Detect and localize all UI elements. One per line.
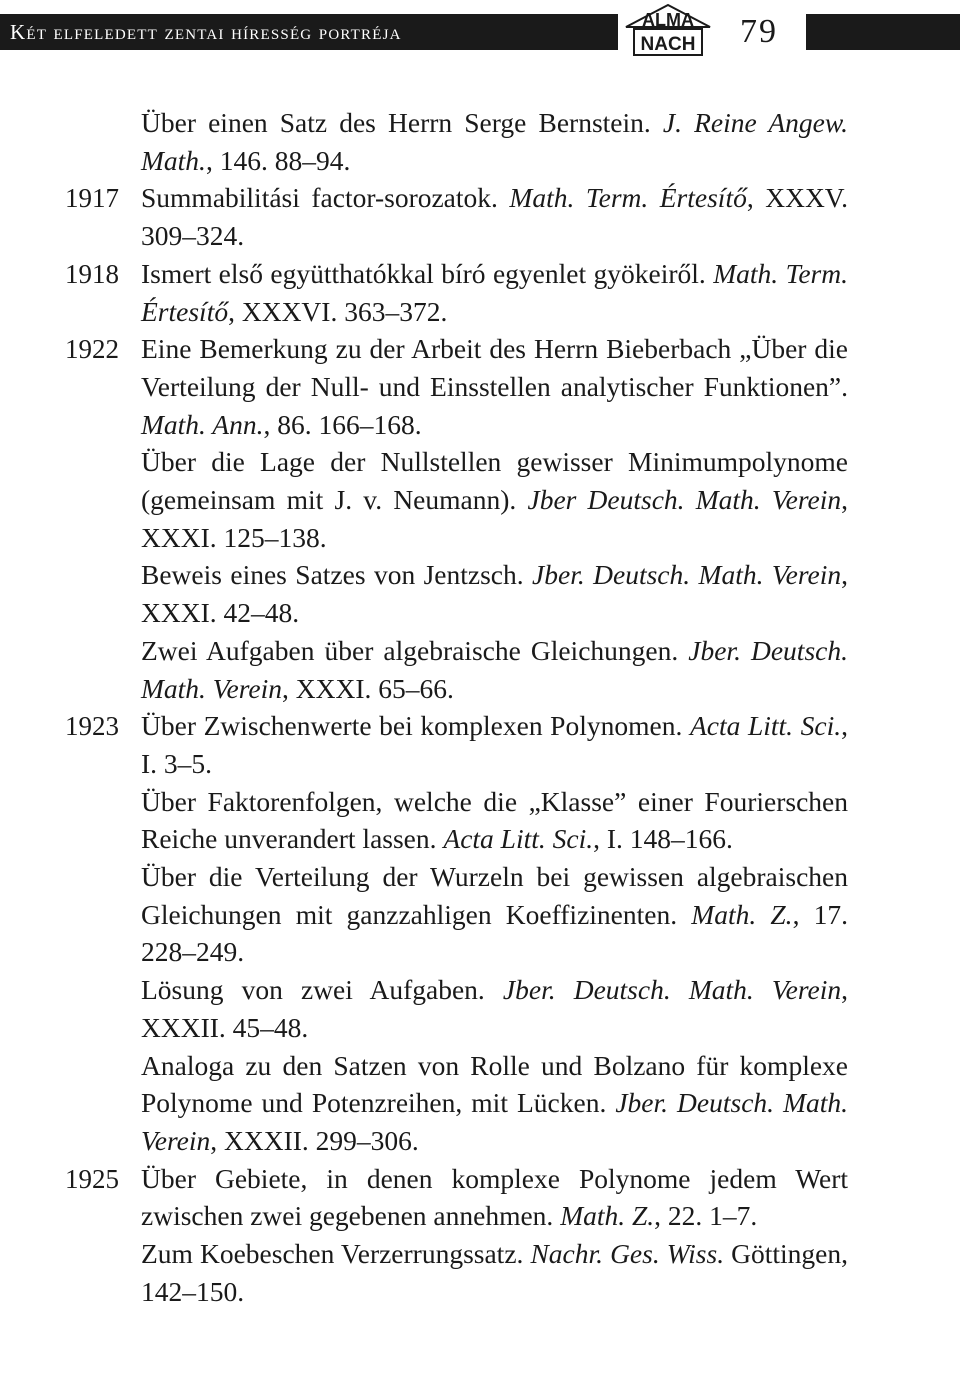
entry-text — [141, 858, 848, 971]
entry-journal: Math. Ann. — [141, 408, 264, 440]
entry-title: Über Faktorenfolgen, welche die „Klasse” einer Fourierschen Reiche unverandert lassen. — [141, 785, 848, 855]
entry-reference: Göttingen, 142–150. — [141, 1238, 848, 1307]
bibliography-entry — [0, 707, 960, 782]
bibliography-entry — [0, 1235, 960, 1310]
entry-reference: , XXXII. 299–306. — [210, 1124, 419, 1156]
entry-title: Summabilitási factor-sorozatok. — [141, 182, 510, 214]
entry-journal: Acta Litt. Sci. — [689, 710, 842, 742]
entry-reference: , XXXV. 309–324. — [141, 182, 848, 252]
entry-reference: , 22. 1–7. — [654, 1200, 758, 1232]
entry-journal: Jber. Deutsch. Math. Verein — [502, 974, 842, 1006]
entry-year: 1922 — [65, 334, 119, 365]
running-header — [0, 0, 960, 70]
bibliography-entry — [0, 971, 960, 1046]
entry-text — [141, 179, 848, 254]
entry-reference: , I. 3–5. — [141, 710, 848, 779]
entry-text — [141, 255, 848, 330]
bibliography-entry — [0, 1160, 960, 1235]
entry-journal: J. Reine Angew. Math. — [141, 107, 848, 176]
almanach-logo — [622, 3, 714, 57]
entry-journal: Jber. Deutsch. Math. Verein — [532, 559, 842, 591]
bibliography-entry — [0, 783, 960, 858]
bibliography-entry — [0, 330, 960, 443]
entry-reference: , XXXII. 45–48. — [141, 974, 848, 1043]
entry-text — [141, 1047, 848, 1160]
entry-year: 1917 — [65, 183, 119, 214]
almanach-logo-graphic — [622, 3, 714, 57]
bibliography-entry — [0, 443, 960, 556]
entry-title: Analoga zu den Satzen von Rolle und Bolzano für komplexe Polynome und Potenzreihen, mit Lücken. — [141, 1049, 848, 1119]
entry-journal: Math. Z. — [560, 1200, 655, 1232]
entry-text — [141, 443, 848, 556]
bibliography-entry — [0, 255, 960, 330]
entry-title: Eine Bemerkung zu der Arbeit des Herrn Bieberbach „Über die Verteilung der Null- und Einsstellen analytischer Funktionen”. — [141, 333, 848, 402]
entry-title: Über einen Satz des Herrn Serge Bernstein. — [141, 107, 663, 138]
entry-journal: Jber. Deutsch. Math. Verein — [141, 1087, 848, 1156]
entry-text — [141, 707, 848, 782]
entry-reference: , 17. 228–249. — [141, 898, 848, 968]
logo-text-bottom: NACH — [640, 34, 696, 55]
entry-journal: Jber Deutsch. Math. Verein — [527, 484, 842, 516]
logo-text-top: ALMA — [642, 10, 694, 30]
entry-title: Über die Lage der Nullstellen gewisser Minimumpolynome (gemeinsam mit J. v. Neumann). — [141, 446, 848, 516]
entry-journal: Math. Z. — [691, 898, 793, 930]
entry-title: Über Gebiete, in denen komplexe Polynome jedem Wert zwischen zwei gegebenen annehmen. — [141, 1162, 848, 1232]
bibliography-list — [0, 104, 960, 1311]
entry-reference: , 86. 166–168. — [263, 408, 422, 440]
entry-text — [141, 971, 848, 1046]
entry-title: Über die Verteilung der Wurzeln bei gewissen algebraischen Gleichungen mit ganzzahligen Koeffizinenten. — [141, 861, 848, 930]
entry-title: Lösung von zwei Aufgaben. — [141, 974, 503, 1006]
entry-journal: Jber. Deutsch. Math. Verein — [141, 634, 848, 704]
entry-reference: , I. 148–166. — [593, 823, 733, 855]
entry-text — [141, 556, 848, 631]
entry-title: Beweis eines Satzes von Jentzsch. — [141, 559, 533, 591]
entry-text — [141, 1235, 848, 1310]
page-number: 79 — [740, 13, 778, 50]
bibliography-entry — [0, 1047, 960, 1160]
entry-reference: , XXXI. 42–48. — [141, 559, 848, 629]
entry-title: Zwei Aufgaben über algebraische Gleichungen. — [141, 634, 689, 666]
entry-year: 1918 — [65, 258, 119, 289]
entry-year: 1925 — [65, 1163, 119, 1194]
bibliography-entry — [0, 632, 960, 707]
entry-text — [141, 1160, 848, 1235]
entry-text — [141, 330, 848, 443]
bibliography-entry — [0, 179, 960, 254]
entry-reference: , XXXI. 65–66. — [282, 672, 454, 704]
header-bar-right — [806, 14, 960, 50]
entry-journal: Math. Term. Értesítő — [509, 182, 747, 214]
entry-title: Ismert első együtthatókkal bíró egyenlet gyökeiről. — [141, 257, 714, 289]
entry-title: Zum Koebeschen Verzerrungssatz. — [141, 1238, 531, 1270]
entry-reference: , 146. 88–94. — [205, 144, 351, 176]
entry-year: 1923 — [65, 711, 119, 742]
entry-text — [141, 632, 848, 707]
bibliography-entry — [0, 556, 960, 631]
running-title: Két elfeledett zentai híresség portréja — [10, 20, 402, 44]
entry-text — [141, 783, 848, 858]
bibliography-entry — [0, 104, 960, 179]
entry-title: Über Zwischenwerte bei komplexen Polynomen. — [141, 710, 690, 742]
entry-text — [141, 104, 848, 179]
entry-journal: Math. Term. Értesítő — [141, 257, 848, 327]
entry-reference: , XXXI. 125–138. — [141, 484, 848, 553]
bibliography-entry — [0, 858, 960, 971]
entry-reference: , XXXVI. 363–372. — [228, 295, 448, 327]
entry-journal: Nachr. Ges. Wiss. — [530, 1238, 725, 1270]
entry-journal: Acta Litt. Sci. — [443, 823, 594, 855]
